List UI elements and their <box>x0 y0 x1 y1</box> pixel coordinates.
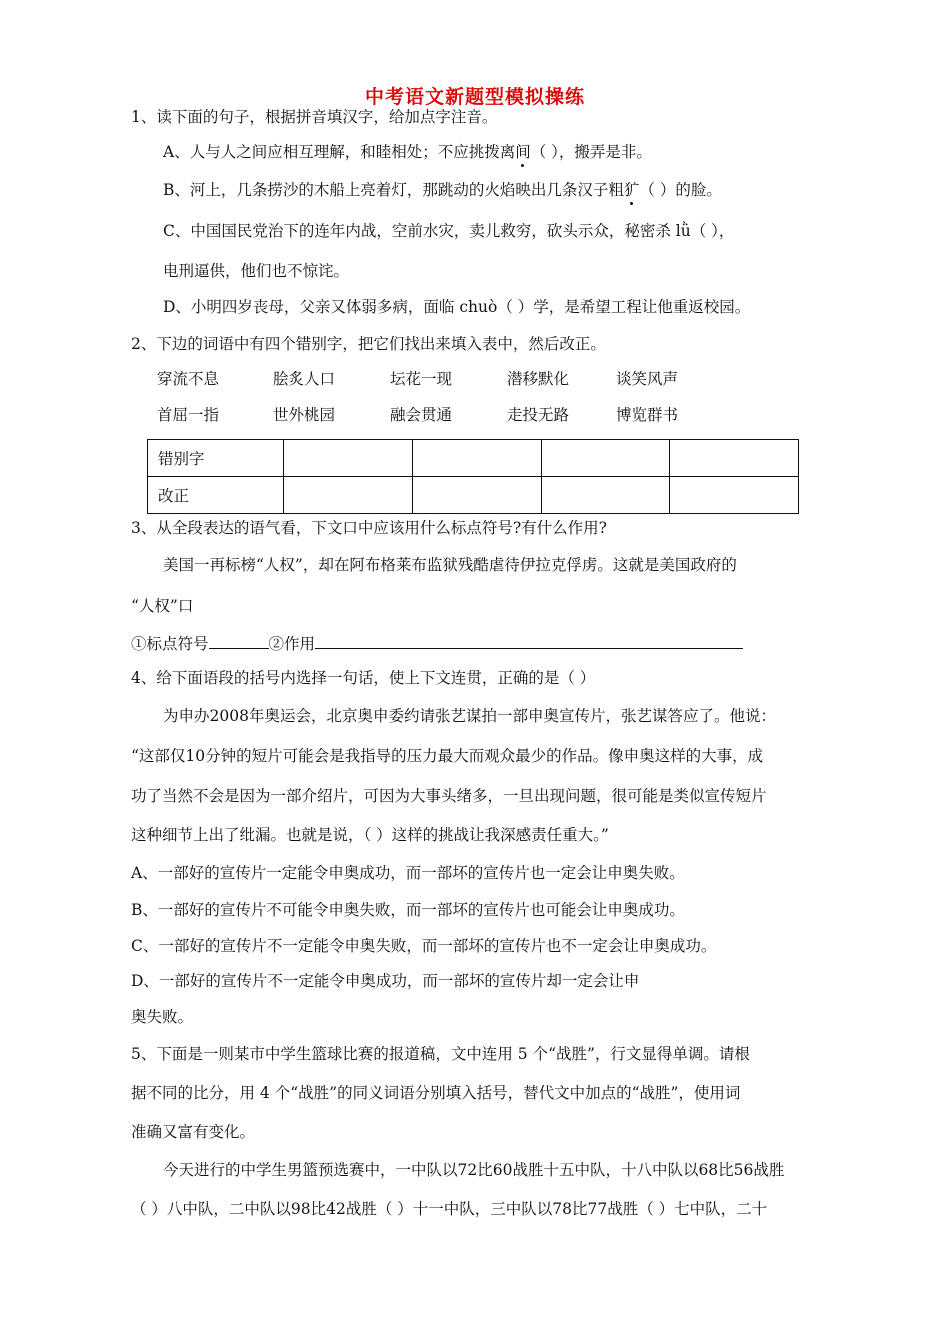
q5-prompt-line: 准确又富有变化。 <box>131 1123 256 1141</box>
q4-passage-line: “这部仅10分钟的短片可能会是我指导的压力最大而观众最少的作品。像申奥这样的大事，成 <box>131 747 764 765</box>
q1-option-c-line1: C、中国国民党治下的连年内战，空前水灾，卖儿救穷，砍头示众，秘密杀 lǜ（ ）， <box>163 222 735 240</box>
word: 首屈一指 <box>157 406 220 424</box>
q1-b-blank: （ ）的脸。 <box>639 181 722 199</box>
q5-prompt-line: 据不同的比分，用 4 个“战胜”的同义词语分别填入括号，替代文中加点的“战胜”，使用词 <box>131 1084 741 1102</box>
table-label-wrong-char: 错别字 <box>148 440 284 477</box>
word: 博览群书 <box>616 406 679 424</box>
q3-answer-line <box>131 634 743 654</box>
q1-option-a <box>163 142 652 162</box>
q1-option-b <box>163 180 722 200</box>
answer-cell[interactable] <box>541 440 670 477</box>
q5-passage-line: 今天进行的中学生男篮预选赛中，一中队以72比60战胜十五中队，十八中队以68比56战胜 <box>163 1161 785 1179</box>
q4-prompt: 4、给下面语段的括号内选择一句话，使上下文连贯，正确的是（ ） <box>131 669 596 687</box>
q4-passage-line: 功了当然不会是因为一部介绍片，可因为大事头绪多，一旦出现问题，很可能是类似宣传短片 <box>131 787 767 805</box>
q3-blank-function[interactable] <box>315 634 743 649</box>
answer-table <box>147 439 799 514</box>
table-row <box>148 477 799 514</box>
q2-prompt: 2、下边的词语中有四个错别字，把它们找出来填入表中，然后改正。 <box>131 335 606 353</box>
answer-cell[interactable] <box>670 440 799 477</box>
q3-passage-line1: 美国一再标榜“人权”，却在阿布格莱布监狱残酷虐待伊拉克俘虏。这就是美国政府的 <box>163 556 737 574</box>
q3-blank-punctuation[interactable] <box>209 634 269 649</box>
q1-a-dotted-char: 间 <box>515 143 531 161</box>
word: 谈笑风声 <box>616 370 679 388</box>
word: 潜移默化 <box>507 370 570 388</box>
q4-passage-line: 为申办2008年奥运会，北京奥申委约请张艺谋拍一部申奥宣传片，张艺谋答应了。他说： <box>163 707 776 725</box>
q3-passage-line2: “人权”口 <box>131 597 194 615</box>
q1-option-c-line2: 电刑逼供，他们也不惊诧。 <box>163 262 350 280</box>
page-title: 中考语文新题型模拟操练 <box>364 86 585 108</box>
word: 融会贯通 <box>390 406 453 424</box>
q3-prompt: 3、从全段表达的语气看，下文口中应该用什么标点符号?有什么作用? <box>131 519 607 537</box>
q4-passage-line: 这种细节上出了纰漏。也就是说，（ ）这样的挑战让我深感责任重大。” <box>131 826 609 844</box>
q1-prompt: 1、读下面的句子，根据拼音填汉字，给加点字注音。 <box>131 108 498 126</box>
word: 走投无路 <box>507 406 570 424</box>
answer-cell[interactable] <box>284 477 413 514</box>
table-row <box>148 440 799 477</box>
q3-label-punctuation: ①标点符号 <box>131 635 209 653</box>
table-label-correction: 改正 <box>148 477 284 514</box>
answer-cell[interactable] <box>412 440 541 477</box>
q1-b-dotted-char: 犷 <box>623 181 640 199</box>
q1-a-text: A、人与人之间应相互理解，和睦相处；不应挑拨离 <box>163 143 516 161</box>
q4-option-a: A、一部好的宣传片一定能令申奥成功，而一部坏的宣传片也一定会让申奥失败。 <box>131 864 685 882</box>
q3-label-function: ②作用 <box>268 635 316 653</box>
answer-cell[interactable] <box>541 477 670 514</box>
word: 坛花一现 <box>390 370 453 388</box>
q1-b-text: B、河上，几条捞沙的木船上亮着灯，那跳动的火焰映出几条汉子粗 <box>163 181 624 199</box>
q4-option-d-line1: D、一部好的宣传片不一定能令申奥成功，而一部坏的宣传片却一定会让申 <box>131 972 640 990</box>
answer-cell[interactable] <box>670 477 799 514</box>
q1-option-d: D、小明四岁丧母，父亲又体弱多病，面临 chuò（ ）学，是希望工程让他重返校园。 <box>163 298 751 316</box>
word: 脍炙人口 <box>273 370 336 388</box>
q4-option-c: C、一部好的宣传片不一定能令申奥失败，而一部坏的宣传片也不一定会让申奥成功。 <box>131 937 717 955</box>
word: 穿流不息 <box>157 370 220 388</box>
q1-a-blank: （ ），搬弄是非。 <box>530 143 652 161</box>
q4-option-b: B、一部好的宣传片不可能令申奥失败，而一部坏的宣传片也可能会让申奥成功。 <box>131 901 685 919</box>
q4-option-d-line2: 奥失败。 <box>131 1008 194 1026</box>
word: 世外桃园 <box>273 406 336 424</box>
q5-prompt-line: 5、下面是一则某市中学生篮球比赛的报道稿，文中连用 5 个“战胜”，行文显得单调。请根 <box>131 1045 750 1063</box>
answer-cell[interactable] <box>284 440 413 477</box>
answer-cell[interactable] <box>412 477 541 514</box>
q5-passage-line: （ ）八中队，二中队以98比42战胜（ ）十一中队，三中队以78比77战胜（ ）七中队，二十 <box>131 1200 768 1218</box>
